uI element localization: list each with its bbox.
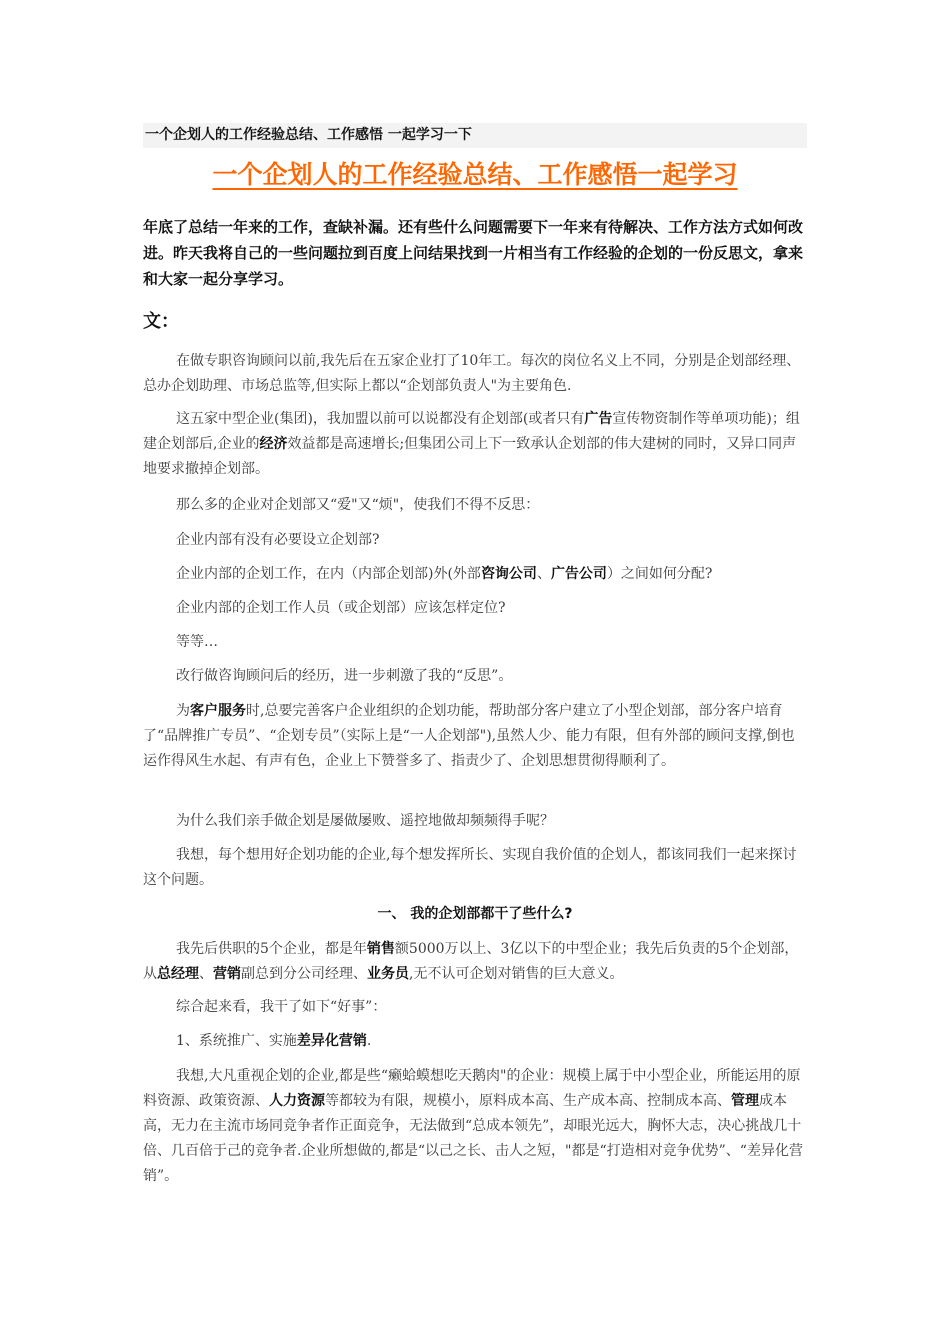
- keyword-link[interactable]: 经济: [259, 436, 288, 452]
- question-2-text-b: 、: [536, 566, 551, 582]
- keyword-link[interactable]: 咨询公司: [480, 566, 537, 582]
- list-item-1-text-a: 1、系统推广、实施: [176, 1033, 297, 1049]
- paragraph-6: 为什么我们亲手做企划是屡做屡败、遥控地做却频频得手呢？: [176, 813, 554, 829]
- intro-paragraph: 年底了总结一年来的工作，查缺补漏。还有些什么问题需要下一年来有待解决、工作方法方式如何改进。昨天我将自己的一些问题拉到百度上问结果找到一片相当有工作经验的企划的一份反思文，拿来和大家一起分享学习。: [143, 218, 804, 288]
- paragraph-10-text-b: 等都较为有限，规模小，原料成本高、生产成本高、控制成本高、: [325, 1093, 731, 1109]
- paragraph-8-text-e: ,无不认可企划对销售的巨大意义。: [409, 966, 624, 982]
- paragraph-3: 那么多的企业对企划部又“爱"又“烦"，使我们不得不反思：: [176, 497, 540, 513]
- paragraph-2-text-b: 宣传物资制作等单项功能)；组建企划部后,企业的: [143, 411, 800, 452]
- paragraph-4: 改行做咨询顾问后的经历，进一步刺激了我的“反思”。: [176, 668, 513, 684]
- keyword-link[interactable]: 人力资源: [269, 1093, 325, 1109]
- paragraph-8-text-c: 、: [199, 966, 213, 982]
- article-title: 一个企划人的工作经验总结、工作感悟一起学习: [212, 160, 738, 189]
- question-2: [143, 562, 807, 587]
- keyword-link[interactable]: 业务员: [367, 966, 409, 982]
- keyword-link[interactable]: 差异化营销: [296, 1033, 367, 1049]
- paragraph-10: [143, 1064, 807, 1189]
- paragraph-10-text-a: 我想,大凡重视企划的企业,都是些“癞蛤蟆想吃天鹅肉"的企业：规模上属于中小型企业，所能运用的原料资源、政策资源、: [143, 1068, 801, 1109]
- text-label: 文：: [143, 311, 179, 332]
- keyword-link[interactable]: 广告公司: [550, 566, 607, 582]
- paragraph-1: 在做专职咨询顾问以前,我先后在五家企业打了10年工。每次的岗位名义上不同，分别是企划部经理、总办企划助理、市场总监等,但实际上都以“企划部负责人"为主要角色.: [143, 353, 801, 394]
- paragraph-8-text-d: 副总到分公司经理、: [241, 966, 367, 982]
- keyword-link[interactable]: 营销: [213, 966, 241, 982]
- etc-line: 等等…: [176, 634, 218, 650]
- list-item-1: [143, 1029, 807, 1054]
- keyword-link[interactable]: 管理: [731, 1093, 759, 1109]
- header-bar: 一个企划人的工作经验总结、工作感悟 一起学习一下: [143, 123, 807, 148]
- paragraph-10-text-c: 成本高，无力在主流市场同竞争者作正面竞争，无法做到“总成本领先”，却眼光远大，胸怀大志，决心挑战几十倍、几百倍于己的竞争者.企业所想做的,都是“以己之长、击人之短，"都是“打造相对竞争优势”、“差异化营销”。: [143, 1093, 803, 1184]
- list-item-1-text-b: .: [366, 1033, 372, 1049]
- question-2-text-a: 企业内部的企划工作，在内（内部企划部)外(外部: [176, 566, 481, 582]
- paragraph-7: 我想，每个想用好企划功能的企业,每个想发挥所长、实现自我价值的企划人，都该同我们一起来探讨这个问题。: [143, 847, 797, 888]
- question-3: 企业内部的企划工作人员（或企划部）应该怎样定位?: [176, 600, 506, 616]
- keyword-link[interactable]: 客户服务: [190, 703, 246, 719]
- keyword-link[interactable]: 总经理: [157, 966, 199, 982]
- paragraph-8-text-a: 我先后供职的5个企业，都是年: [176, 941, 367, 957]
- question-1: 企业内部有没有必要设立企划部?: [176, 532, 380, 548]
- paragraph-5-text-b: 时,总要完善客户企业组织的企划功能，帮助部分客户建立了小型企划部，部分客户培育了“品牌推广专员”、“企划专员”（实际上是“一人企划部"),虽然人少、能力有限，但有外部的顾问支撑,倒也运作得风生水起、有声有色，企业上下赞誉多了、指责少了、企划思想贯彻得顺利了。: [143, 703, 795, 769]
- paragraph-8: [143, 937, 807, 987]
- section-heading: 一、 我的企划部都干了些什么?: [377, 906, 573, 922]
- paragraph-2-text-c: 效益都是高速增长;但集团公司上下一致承认企划部的伟大建树的同时，又异口同声地要求撤掉企划部。: [143, 436, 797, 477]
- paragraph-5: [143, 699, 807, 774]
- keyword-link[interactable]: 销售: [366, 941, 395, 957]
- paragraph-2: [143, 407, 807, 482]
- paragraph-8-text-b: 额5000万以上、3亿以下的中型企业；我先后负责的5个企划部，从: [143, 941, 799, 982]
- paragraph-2-text-a: 这五家中型企业(集团)，我加盟以前可以说都没有企划部(或者只有: [176, 411, 585, 427]
- paragraph-5-text-a: 为: [176, 703, 190, 719]
- question-2-text-c: ）之间如何分配?: [606, 566, 713, 582]
- keyword-link[interactable]: 广告: [584, 411, 613, 427]
- paragraph-9: 综合起来看，我干了如下“好事”：: [176, 999, 387, 1015]
